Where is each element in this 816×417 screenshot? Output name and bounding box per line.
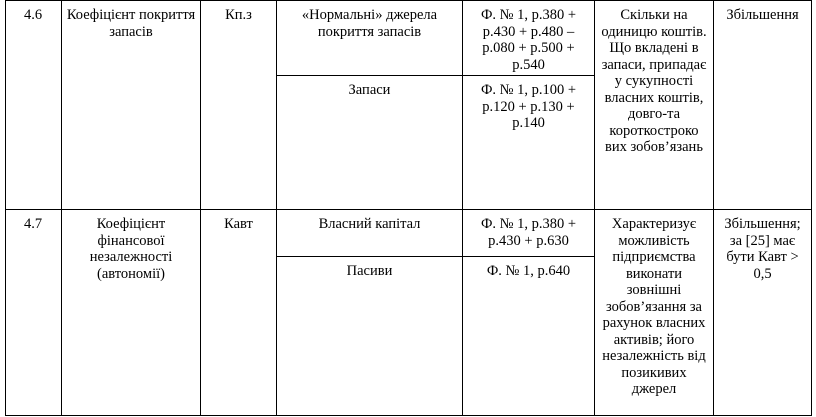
indicator-description: Скільки на одиницю коштів. Що вкладені в запаси, припадає у сукупності власних коштів, довго-та короткостроко вих зобов’язань <box>595 1 714 210</box>
component-label: «Нормальні» джерела покриття запасів <box>277 1 463 76</box>
indicator-name: Коефіцієнт фінансової незалежності (автономії) <box>62 210 201 416</box>
table-row <box>6 210 812 257</box>
indicator-symbol: Кп.з <box>201 1 277 210</box>
indicator-name: Коефіцієнт покриття запасів <box>62 1 201 210</box>
indicator-number: 4.7 <box>6 210 62 416</box>
component-source: Ф. № 1, р.380 + р.430 + р.480 – р.080 + р.500 + р.540 <box>463 1 595 76</box>
component-source: Ф. № 1, р.380 + р.430 + р.630 <box>463 210 595 257</box>
component-source: Ф. № 1, р.640 <box>463 257 595 416</box>
table-row <box>6 1 812 76</box>
component-label: Пасиви <box>277 257 463 416</box>
indicator-norm: Збільшення; за [25] має бути Кавт > 0,5 <box>714 210 812 416</box>
indicator-number: 4.6 <box>6 1 62 210</box>
component-label: Власний капітал <box>277 210 463 257</box>
indicator-symbol: Кавт <box>201 210 277 416</box>
component-source: Ф. № 1, р.100 + р.120 + р.130 + р.140 <box>463 76 595 210</box>
indicator-norm: Збільшення <box>714 1 812 210</box>
indicator-description: Характеризує можливість підприємства виконати зовнішні зобов’язання за рахунок власних активів; його незалежність від позикивих джерел <box>595 210 714 416</box>
component-label: Запаси <box>277 76 463 210</box>
indicators-table <box>5 0 812 416</box>
